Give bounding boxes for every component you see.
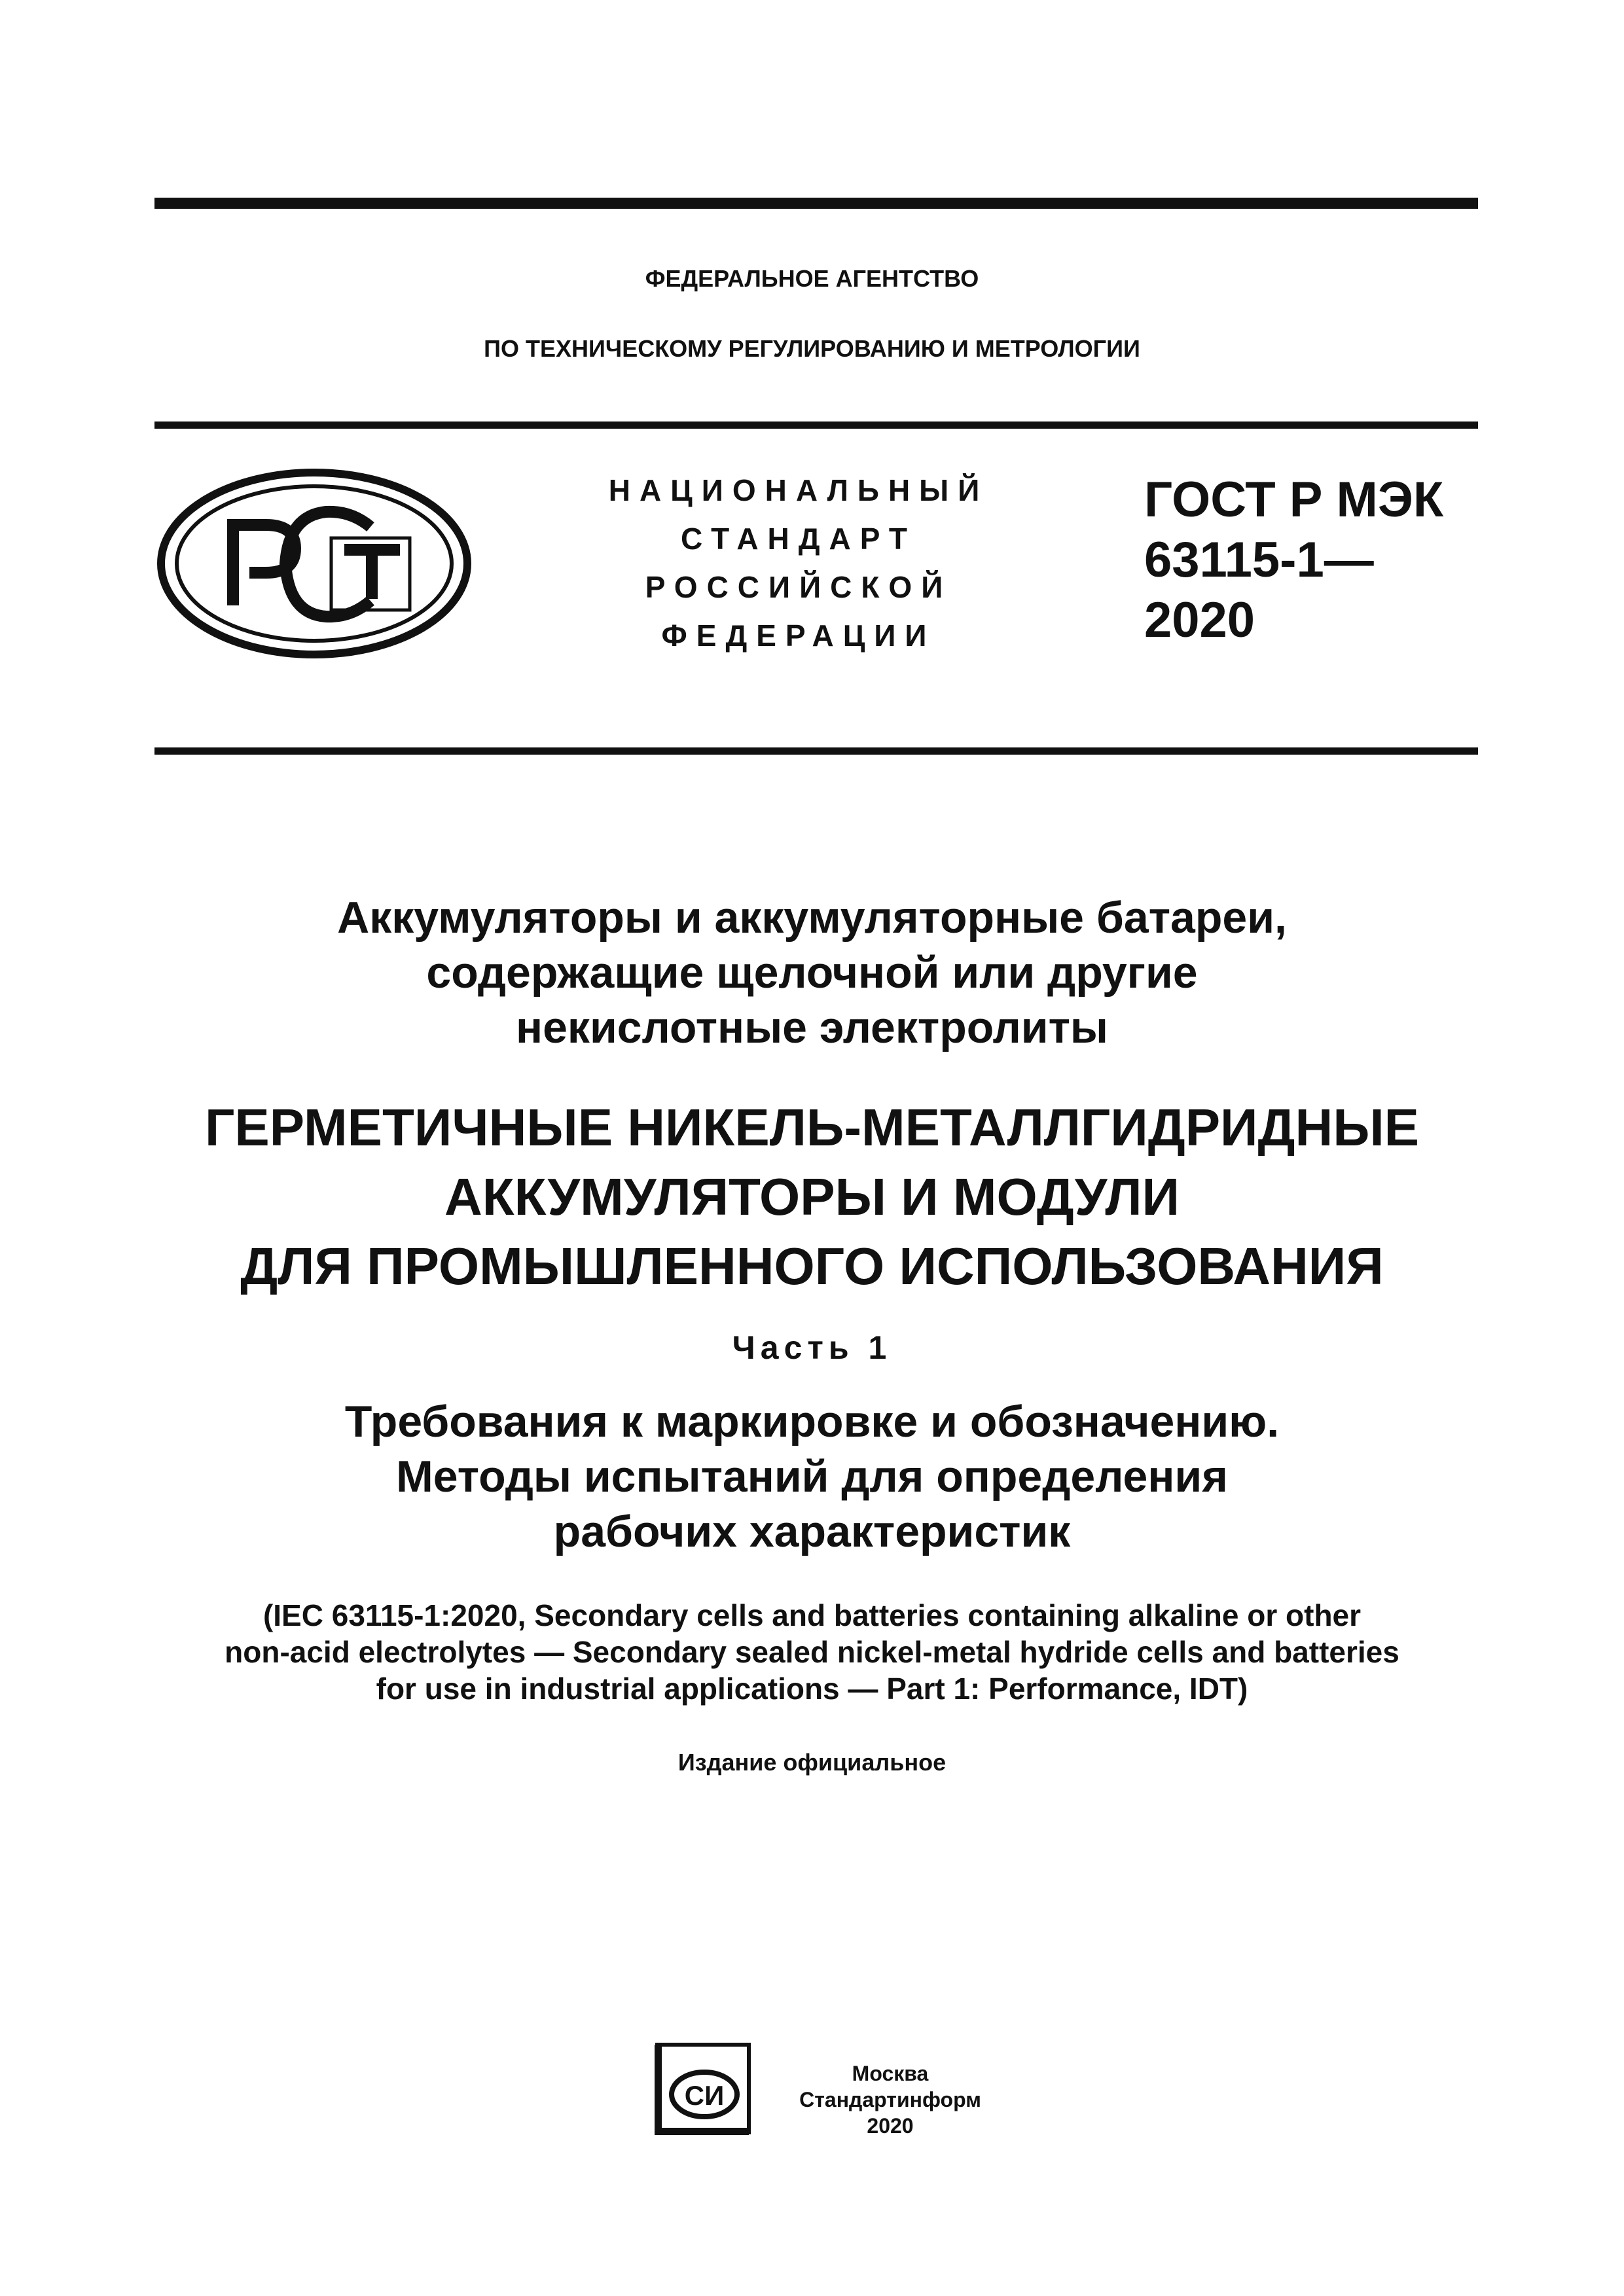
national-line-3: РОССИЙСКОЙ [645,570,952,604]
rst-emblem-icon [154,465,474,662]
general-title-line-2: содержащие щелочной или другие [426,948,1198,997]
designation-line-1: ГОСТ Р МЭК [1144,472,1444,528]
iec-reference [0,1597,1624,1707]
publisher-imprint [792,2060,988,2139]
publisher-year: 2020 [867,2114,914,2138]
part-title-line-1: Требования к маркировке и обозначению. [344,1397,1280,1446]
main-title [0,1093,1624,1301]
iec-line-2: non-acid electrolytes — Secondary sealed nickel-metal hydride cells and batteries [225,1635,1399,1669]
national-line-1: НАЦИОНАЛЬНЫЙ [608,473,989,507]
iec-line-3: for use in industrial applications — Part 1: Performance, IDT) [376,1672,1248,1706]
national-line-2: СТАНДАРТ [681,522,916,556]
designation-line-3: 2020 [1144,592,1255,648]
part-title [0,1394,1624,1559]
part-title-line-3: рабочих характеристик [553,1507,1071,1556]
agency-line-2: ПО ТЕХНИЧЕСКОМУ РЕГУЛИРОВАНИЮ И МЕТРОЛОГИИ [484,335,1140,362]
edition-label: Издание официальное [677,1749,947,1776]
title-rule [154,747,1478,755]
main-title-line-3: ДЛЯ ПРОМЫШЛЕННОГО ИСПОЛЬЗОВАНИЯ [240,1237,1384,1295]
main-title-line-1: ГЕРМЕТИЧНЫЕ НИКЕЛЬ-МЕТАЛЛГИДРИДНЫЕ [205,1098,1419,1157]
top-rule [154,198,1478,209]
part-number: Часть 1 [732,1329,892,1366]
national-line-4: ФЕДЕРАЦИИ [661,619,936,653]
designation-line-2: 63115-1— [1144,532,1374,588]
main-title-line-2: АККУМУЛЯТОРЫ И МОДУЛИ [444,1168,1180,1226]
part-title-line-2: Методы испытаний для определения [396,1452,1228,1501]
national-standard-label [543,466,1054,660]
agency-line-1: ФЕДЕРАЛЬНОЕ АГЕНТСТВО [645,265,979,292]
header-rule [154,422,1478,429]
svg-text:СИ: СИ [684,2080,725,2111]
standartinform-logo-icon [655,2042,751,2135]
standard-designation [1144,470,1443,651]
iec-line-1: (IEC 63115-1:2020, Secondary cells and batteries containing alkaline or other [262,1598,1362,1632]
general-title-line-1: Аккумуляторы и аккумуляторные батареи, [337,893,1287,942]
publisher-city: Москва [852,2062,929,2085]
publisher-name: Стандартинформ [799,2088,981,2111]
general-title [0,890,1624,1055]
general-title-line-3: некислотные электролиты [516,1003,1108,1052]
